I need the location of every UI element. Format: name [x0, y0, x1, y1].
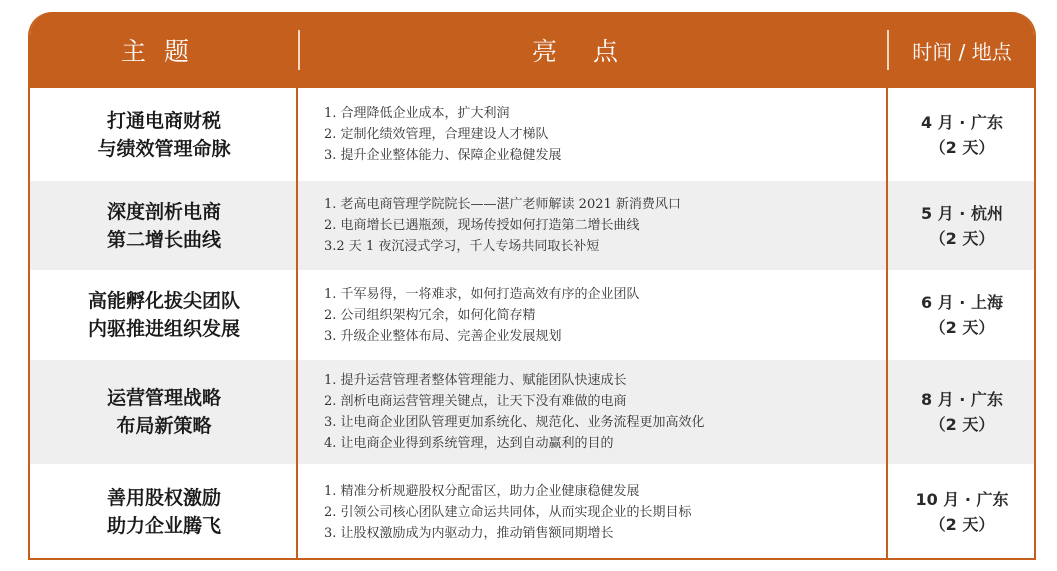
highlights-cell	[298, 360, 888, 464]
highlight-item: 1. 精准分析规避股权分配雷区，助力企业健康稳健发展	[324, 483, 640, 499]
time-location-cell	[888, 181, 1036, 270]
month-location: 8 月 · 广东	[921, 390, 1003, 409]
time-location-cell	[888, 464, 1036, 560]
duration: （2 天）	[929, 515, 995, 534]
highlight-item: 4. 让电商企业得到系统管理，达到自动赢利的目的	[324, 436, 614, 451]
column-divider	[886, 88, 888, 558]
theme-cell	[30, 88, 298, 181]
highlight-item: 2. 剖析电商运营管理关键点，让天下没有难做的电商	[324, 394, 627, 409]
highlight-item: 3. 让电商企业团队管理更加系统化、规范化、业务流程更加高效化	[324, 415, 705, 430]
theme-cell	[30, 181, 298, 270]
table-row	[30, 181, 1034, 270]
theme-cell	[30, 270, 298, 360]
highlight-item: 2. 引领公司核心团队建立命运共同体，从而实现企业的长期目标	[324, 504, 692, 520]
theme-title: 高能孵化拔尖团队 内驱推进组织发展	[87, 290, 240, 340]
time-location-cell	[888, 88, 1036, 181]
theme-cell	[30, 360, 298, 464]
highlight-item: 3. 让股权激励成为内驱动力，推动销售额同期增长	[324, 525, 614, 541]
month-location: 5 月 · 杭州	[921, 203, 1003, 223]
highlights-cell	[298, 270, 888, 360]
highlight-item: 3.2 天 1 夜沉浸式学习，千人专场共同取长补短	[324, 239, 600, 254]
header-time-location: 时间 / 地点	[912, 39, 1012, 64]
highlights-cell	[298, 181, 888, 270]
theme-cell	[30, 464, 298, 560]
table-row	[30, 270, 1034, 360]
time-location-cell	[888, 270, 1036, 360]
highlight-item: 1. 老高电商管理学院院长——湛广老师解读 2021 新消费风口	[324, 197, 681, 212]
highlight-item: 3. 提升企业整体能力、保障企业稳健发展	[324, 148, 562, 163]
theme-title: 运营管理战略 布局新策略	[106, 387, 221, 437]
month-location: 4 月 · 广东	[921, 112, 1003, 132]
highlight-item: 1. 提升运营管理者整体管理能力、赋能团队快速成长	[324, 373, 627, 388]
month-location: 6 月 · 上海	[921, 293, 1003, 312]
highlight-item: 3. 升级企业整体布局、完善企业发展规划	[324, 328, 562, 344]
highlight-item: 1. 合理降低企业成本，扩大利润	[324, 106, 510, 121]
highlights-cell	[298, 88, 888, 181]
highlights-cell	[298, 464, 888, 560]
table-row	[30, 88, 1034, 181]
header-theme: 主题	[120, 37, 207, 66]
highlight-item: 2. 定制化绩效管理，合理建设人才梯队	[324, 127, 549, 142]
theme-title: 深度剖析电商 第二增长曲线	[106, 200, 221, 251]
highlight-item: 2. 公司组织架构冗余，如何化简存精	[324, 307, 536, 323]
header-highlights: 亮点	[531, 37, 654, 66]
time-location-cell	[888, 360, 1036, 464]
duration: （2 天）	[929, 318, 995, 337]
table-row	[30, 464, 1034, 560]
duration: （2 天）	[929, 415, 995, 434]
month-location: 10 月 · 广东	[915, 490, 1009, 509]
table-row	[30, 360, 1034, 464]
duration: （2 天）	[929, 228, 995, 248]
course-schedule-table	[28, 12, 1036, 560]
column-divider	[296, 88, 298, 558]
highlight-item: 1. 千军易得，一将难求，如何打造高效有序的企业团队	[324, 286, 640, 302]
duration: （2 天）	[929, 137, 995, 157]
theme-title: 善用股权激励 助力企业腾飞	[106, 487, 221, 537]
theme-title: 打通电商财税 与绩效管理命脉	[97, 109, 231, 160]
table-header	[30, 12, 1034, 88]
highlight-item: 2. 电商增长已遇瓶颈，现场传授如何打造第二增长曲线	[324, 218, 640, 233]
